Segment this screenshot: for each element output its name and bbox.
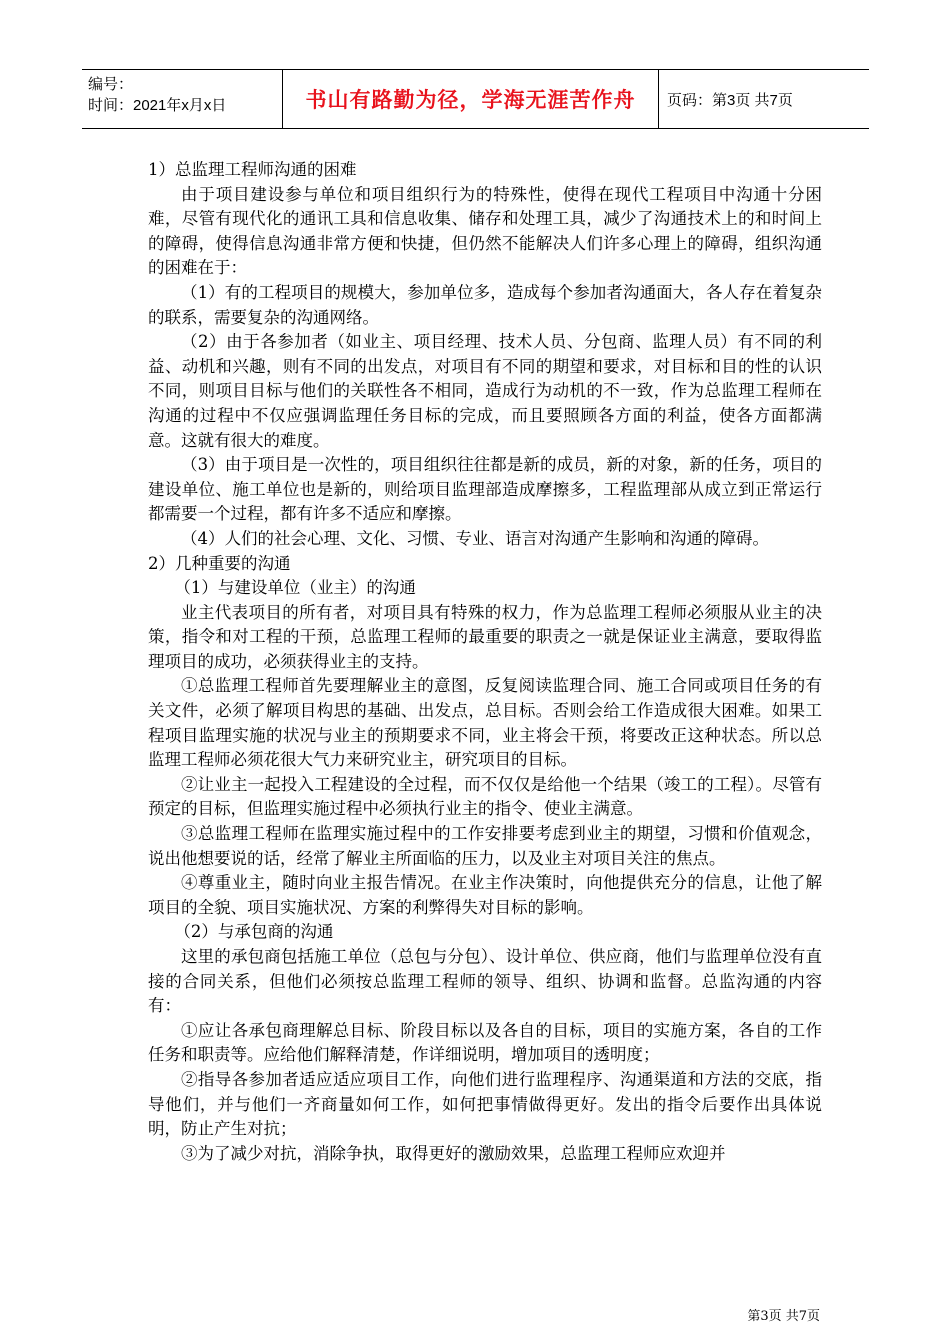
paragraph: ②指导各参加者适应适应项目工作，向他们进行监理程序、沟通渠道和方法的交底，指导他们，并与他们一齐商量如何工作，如何把事情做得更好。发出的指令后要作出具体说明，防止产生对抗；	[148, 1069, 822, 1139]
document-number-label: 编号：	[88, 76, 134, 93]
paragraph: ③为了减少对抗，消除争执，取得更好的激励效果，总监理工程师应欢迎并	[181, 1143, 726, 1163]
paragraph: （2）由于各参加者（如业主、项目经理、技术人员、分包商、监理人员）有不同的利益、动机和兴趣，则有不同的出发点，对项目有不同的期望和要求，对目标和目的性的认识不同，则项目目标与他们的关联性各不相同，造成行为动机的不一致，作为总监理工程师在沟通的过程中不仅应强调监理任务目标的完成，而且要照顾各方面的利益，使各方面都满意。这就有很大的难度。	[148, 332, 822, 450]
document-body	[148, 158, 822, 1166]
paragraph: ①总监理工程师首先要理解业主的意图，反复阅读监理合同、施工合同或项目任务的有关文件，必须了解项目构思的基础、出发点，总目标。否则会给工作造成很大困难。如果工程项目监理实施的状况与业主的预期要求不同，业主将会干预，将要改正这种状态。所以总监理工程师必须花很大气力来研究业主，研究项目的目标。	[148, 676, 822, 770]
header-page-number: 页码：第3页 共7页	[667, 91, 793, 109]
paragraph: 这里的承包商包括施工单位（总包与分包）、设计单位、供应商，他们与监理单位没有直接的合同关系，但他们必须按总监理工程师的领导、组织、协调和监督。总监沟通的内容有：	[148, 947, 822, 1016]
paragraph: （3）由于项目是一次性的，项目组织往往都是新的成员，新的对象，新的任务，项目的建设单位、施工单位也是新的，则给项目监理部造成摩擦多，工程监理部从成立到正常运行都需要一个过程，都有许多不适应和摩擦。	[148, 455, 822, 524]
subsection-heading: （1）与建设单位（业主）的沟通	[174, 578, 416, 598]
paragraph: ④尊重业主，随时向业主报告情况。在业主作决策时，向他提供充分的信息，让他了解项目的全貌、项目实施状况、方案的利弊得失对目标的影响。	[148, 873, 822, 917]
header-motto: 书山有路勤为径，学海无涯苦作舟	[283, 70, 659, 128]
paragraph: 业主代表项目的所有者，对项目具有特殊的权力，作为总监理工程师必须服从业主的决策，指令和对工程的干预，总监理工程师的最重要的职责之一就是保证业主满意，要取得监理项目的成功，必须获得业主的支持。	[148, 602, 822, 671]
document-time-label: 时间：2021年x月x日	[88, 97, 227, 114]
paragraph: ②让业主一起投入工程建设的全过程，而不仅仅是给他一个结果（竣工的工程）。尽管有预定的目标，但监理实施过程中必须执行业主的指令、使业主满意。	[148, 774, 822, 819]
paragraph: （4）人们的社会心理、文化、习惯、专业、语言对沟通产生影响和沟通的障碍。	[181, 528, 769, 548]
page-header	[82, 69, 869, 129]
header-meta	[82, 70, 283, 128]
paragraph: 由于项目建设参与单位和项目组织行为的特殊性，使得在现代工程项目中沟通十分困难，尽管有现代化的通讯工具和信息收集、储存和处理工具，减少了沟通技术上的和时间上的障碍，使得信息沟通非常方便和快捷，但仍然不能解决人们许多心理上的障碍，组织沟通的困难在于：	[148, 184, 822, 278]
page-footer: 第3页 共7页	[747, 1309, 820, 1324]
paragraph: ①应让各承包商理解总目标、阶段目标以及各自的目标，项目的实施方案，各自的工作任务和职责等。应给他们解释清楚，作详细说明，增加项目的透明度；	[148, 1020, 822, 1065]
section-heading: 2）几种重要的沟通	[148, 553, 291, 573]
subsection-heading: （2）与承包商的沟通	[174, 922, 334, 942]
section-heading: 1）总监理工程师沟通的困难	[148, 160, 357, 179]
paragraph: ③总监理工程师在监理实施过程中的工作安排要考虑到业主的期望，习惯和价值观念，说出他想要说的话，经常了解业主所面临的压力，以及业主对项目关注的焦点。	[148, 824, 822, 868]
paragraph: （1）有的工程项目的规模大，参加单位多，造成每个参加者沟通面大，各人存在着复杂的联系，需要复杂的沟通网络。	[148, 282, 822, 327]
